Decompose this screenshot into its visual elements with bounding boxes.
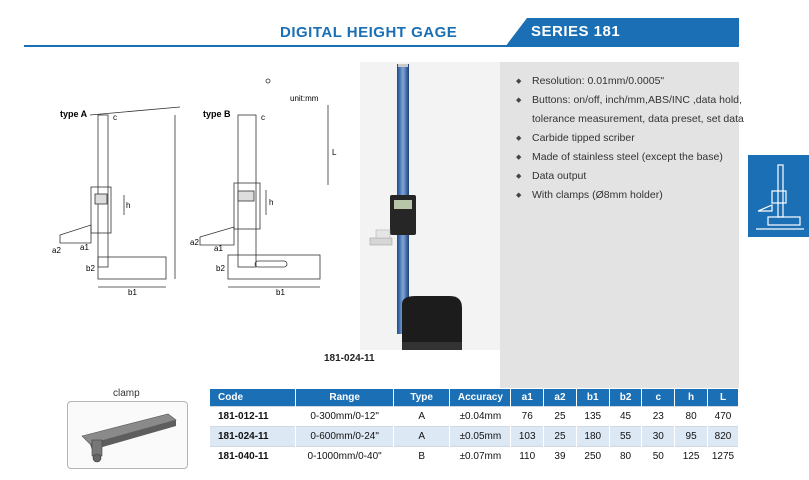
cell-code: 181-024-11 bbox=[210, 427, 296, 447]
type-a-scriber bbox=[60, 225, 91, 243]
dim-b1-b: b1 bbox=[276, 288, 285, 297]
cell-h: 80 bbox=[675, 407, 708, 427]
cell-type: A bbox=[393, 407, 450, 427]
height-gage-icon bbox=[748, 155, 809, 237]
dim-a2-b: a2 bbox=[190, 238, 199, 247]
type-b-scriber bbox=[200, 227, 234, 245]
cell-accuracy: ±0.04mm bbox=[450, 407, 511, 427]
clamp-image bbox=[68, 402, 187, 468]
cell-a2: 25 bbox=[544, 407, 577, 427]
cell-a1: 76 bbox=[511, 407, 544, 427]
cell-b2: 45 bbox=[609, 407, 642, 427]
gage-base bbox=[402, 296, 462, 350]
feature-item: ◆ With clamps (Ø8mm holder) bbox=[516, 186, 744, 205]
cell-code: 181-012-11 bbox=[210, 407, 296, 427]
cell-c: 30 bbox=[642, 427, 675, 447]
table-row bbox=[210, 447, 739, 467]
dim-h-a: h bbox=[126, 201, 131, 210]
cell-b2: 80 bbox=[609, 447, 642, 467]
dim-l-b: L bbox=[332, 148, 337, 157]
cell-range: 0-300mm/0-12" bbox=[296, 407, 393, 427]
col-header: h bbox=[675, 389, 708, 407]
cell-b1: 180 bbox=[576, 427, 609, 447]
col-header: Range bbox=[296, 389, 393, 407]
cell-b2: 55 bbox=[609, 427, 642, 447]
col-header: Accuracy bbox=[450, 389, 511, 407]
dim-b2-b: b2 bbox=[216, 264, 225, 273]
feature-item: ◆ Data output bbox=[516, 167, 744, 186]
col-header: a1 bbox=[511, 389, 544, 407]
col-header: b2 bbox=[609, 389, 642, 407]
cell-a2: 25 bbox=[544, 427, 577, 447]
spec-table bbox=[210, 389, 739, 466]
cell-h: 95 bbox=[675, 427, 708, 447]
dim-b2-a: b2 bbox=[86, 264, 95, 273]
col-header: Type bbox=[393, 389, 450, 407]
type-a-label: type A bbox=[60, 109, 88, 119]
col-header: c bbox=[642, 389, 675, 407]
dim-a1-b: a1 bbox=[214, 244, 223, 253]
table-header-row bbox=[210, 389, 739, 407]
series-label: SERIES 181 bbox=[531, 23, 621, 40]
type-a-column bbox=[98, 115, 108, 267]
dim-a2-a: a2 bbox=[52, 246, 61, 255]
page-title: DIGITAL HEIGHT GAGE bbox=[280, 24, 458, 41]
cell-type: B bbox=[393, 447, 450, 467]
clamp-image-frame bbox=[67, 401, 188, 469]
feature-item: ◆ Made of stainless steel (except the base) bbox=[516, 148, 744, 167]
cell-h: 125 bbox=[675, 447, 708, 467]
col-header: Code bbox=[210, 389, 296, 407]
dim-c-b: c bbox=[261, 113, 265, 122]
gage-scriber bbox=[370, 238, 392, 245]
col-header: L bbox=[708, 389, 739, 407]
technical-drawing bbox=[40, 75, 350, 300]
product-photo bbox=[360, 60, 500, 360]
table-row bbox=[210, 407, 739, 427]
dim-h-b: h bbox=[269, 198, 274, 207]
cell-type: A bbox=[393, 427, 450, 447]
cell-l: 820 bbox=[708, 427, 739, 447]
table-row bbox=[210, 427, 739, 447]
feature-item: ◆ Resolution: 0.01mm/0.0005" bbox=[516, 72, 744, 91]
features-list bbox=[516, 72, 744, 205]
col-header: a2 bbox=[544, 389, 577, 407]
cell-accuracy: ±0.05mm bbox=[450, 427, 511, 447]
feature-item: ◆ Buttons: on/off, inch/mm,ABS/INC ,data hold, bbox=[516, 91, 744, 110]
cell-a1: 103 bbox=[511, 427, 544, 447]
feature-item-continuation: tolerance measurement, data preset, set data bbox=[532, 113, 744, 125]
clamp-label: clamp bbox=[113, 388, 140, 399]
cell-l: 470 bbox=[708, 407, 739, 427]
cell-l: 1275 bbox=[708, 447, 739, 467]
cell-a1: 110 bbox=[511, 447, 544, 467]
cell-c: 50 bbox=[642, 447, 675, 467]
cell-a2: 39 bbox=[544, 447, 577, 467]
cell-range: 0-1000mm/0-40" bbox=[296, 447, 393, 467]
unit-label: unit:mm bbox=[290, 94, 319, 103]
cell-c: 23 bbox=[642, 407, 675, 427]
feature-item: ◆ Carbide tipped scriber bbox=[516, 129, 744, 148]
category-side-tab bbox=[748, 155, 809, 237]
cell-b1: 250 bbox=[576, 447, 609, 467]
dim-a1-a: a1 bbox=[80, 243, 89, 252]
product-model-label: 181-024-11 bbox=[324, 353, 375, 364]
cell-range: 0-600mm/0-24" bbox=[296, 427, 393, 447]
cell-code: 181-040-11 bbox=[210, 447, 296, 467]
dim-b1-a: b1 bbox=[128, 288, 137, 297]
dim-c-a: c bbox=[113, 113, 117, 122]
cell-b1: 135 bbox=[576, 407, 609, 427]
type-b-label: type B bbox=[203, 109, 231, 119]
cell-accuracy: ±0.07mm bbox=[450, 447, 511, 467]
col-header: b1 bbox=[576, 389, 609, 407]
